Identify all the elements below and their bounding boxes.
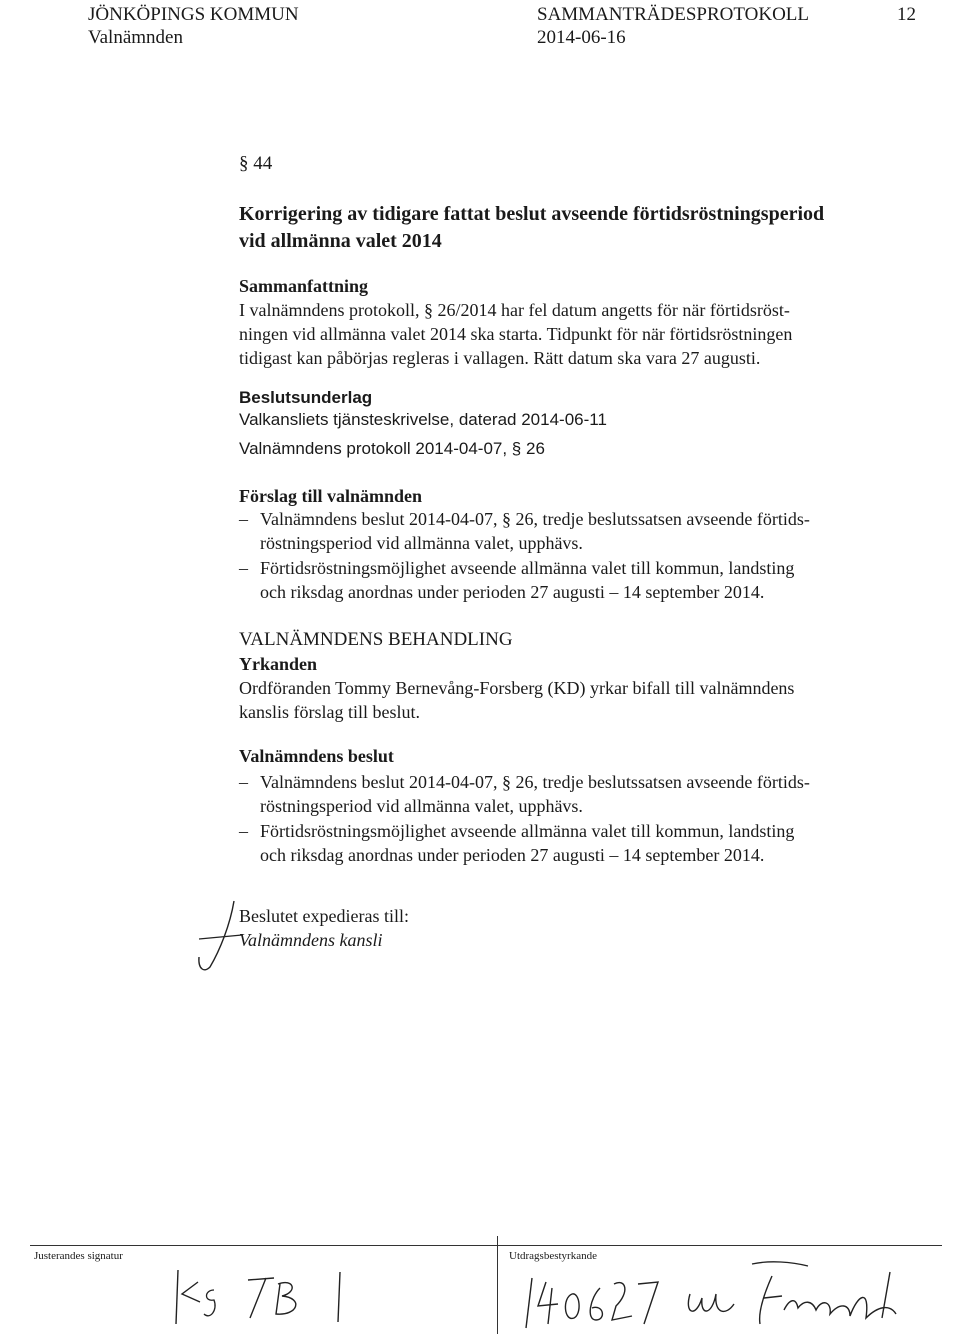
yrkanden-line: kanslis förslag till beslut.	[239, 702, 420, 722]
section-title-line2: vid allmänna valet 2014	[239, 230, 442, 252]
beslut-bullet	[239, 770, 939, 818]
bullet-dash: –	[239, 509, 248, 529]
bullet-text-line: och riksdag anordnas under perioden 27 augusti – 14 september 2014.	[260, 845, 765, 865]
header-org: JÖNKÖPINGS KOMMUN	[88, 4, 299, 25]
forslag-bullet	[239, 556, 939, 604]
header-doc-type: SAMMANTRÄDESPROTOKOLL	[537, 4, 810, 25]
page-number: 12	[897, 4, 916, 25]
bullet-text-line: Valnämndens beslut 2014-04-07, § 26, tredje beslutssatsen avseende förtids-	[260, 509, 810, 529]
yrkanden-line: Ordföranden Tommy Bernevång-Forsberg (KD) yrkar bifall till valnämndens	[239, 678, 795, 698]
sammanfattning-line: ningen vid allmänna valet 2014 ska starta. Tidpunkt för när förtidsröstningen	[239, 324, 793, 344]
expediering-label: Beslutet expedieras till:	[239, 906, 409, 926]
sammanfattning-heading: Sammanfattning	[239, 276, 369, 296]
handwritten-initials-signature	[170, 1262, 360, 1330]
header-committee: Valnämnden	[88, 27, 183, 48]
beslutsunderlag-heading: Beslutsunderlag	[239, 388, 373, 407]
beslutsunderlag-item: Valkansliets tjänsteskrivelse, daterad 2014-06-11	[239, 410, 607, 429]
forslag-bullet	[239, 507, 939, 555]
footer-left-label: Justerandes signatur	[34, 1250, 123, 1262]
bullet-text-line: Valnämndens beslut 2014-04-07, § 26, tredje beslutssatsen avseende förtids-	[260, 772, 810, 792]
beslutsunderlag-item: Valnämndens protokoll 2014-04-07, § 26	[239, 439, 545, 458]
footer-divider	[497, 1236, 498, 1334]
section-title-line1: Korrigering av tidigare fattat beslut avseende förtidsröstningsperiod	[239, 203, 825, 225]
sammanfattning-line: tidigast kan påbörjas regleras i vallagen. Rätt datum ska vara 27 augusti.	[239, 348, 761, 368]
behandling-heading: VALNÄMNDENS BEHANDLING	[239, 629, 513, 650]
bullet-text-line: Förtidsröstningsmöjlighet avseende allmänna valet till kommun, landsting	[260, 558, 795, 578]
bullet-text-line: röstningsperiod vid allmänna valet, upphävs.	[260, 533, 583, 553]
section-number: § 44	[239, 153, 273, 174]
beslut-bullet	[239, 819, 939, 867]
footer-right-label: Utdragsbestyrkande	[509, 1250, 597, 1262]
yrkanden-heading: Yrkanden	[239, 654, 318, 674]
beslut-heading: Valnämndens beslut	[239, 746, 394, 766]
footer-rule	[30, 1245, 942, 1246]
header-date: 2014-06-16	[537, 27, 626, 48]
bullet-dash: –	[239, 558, 248, 578]
bullet-text-line: Förtidsröstningsmöjlighet avseende allmänna valet till kommun, landsting	[260, 821, 795, 841]
handwritten-date-signature	[520, 1258, 940, 1334]
bullet-dash: –	[239, 772, 248, 792]
sammanfattning-line: I valnämndens protokoll, § 26/2014 har fel datum angetts för när förtidsröst-	[239, 300, 790, 320]
bullet-text-line: röstningsperiod vid allmänna valet, upphävs.	[260, 796, 583, 816]
bullet-text-line: och riksdag anordnas under perioden 27 augusti – 14 september 2014.	[260, 582, 765, 602]
forslag-heading: Förslag till valnämnden	[239, 486, 423, 506]
bullet-dash: –	[239, 821, 248, 841]
expediering-recipient: Valnämndens kansli	[239, 930, 383, 950]
